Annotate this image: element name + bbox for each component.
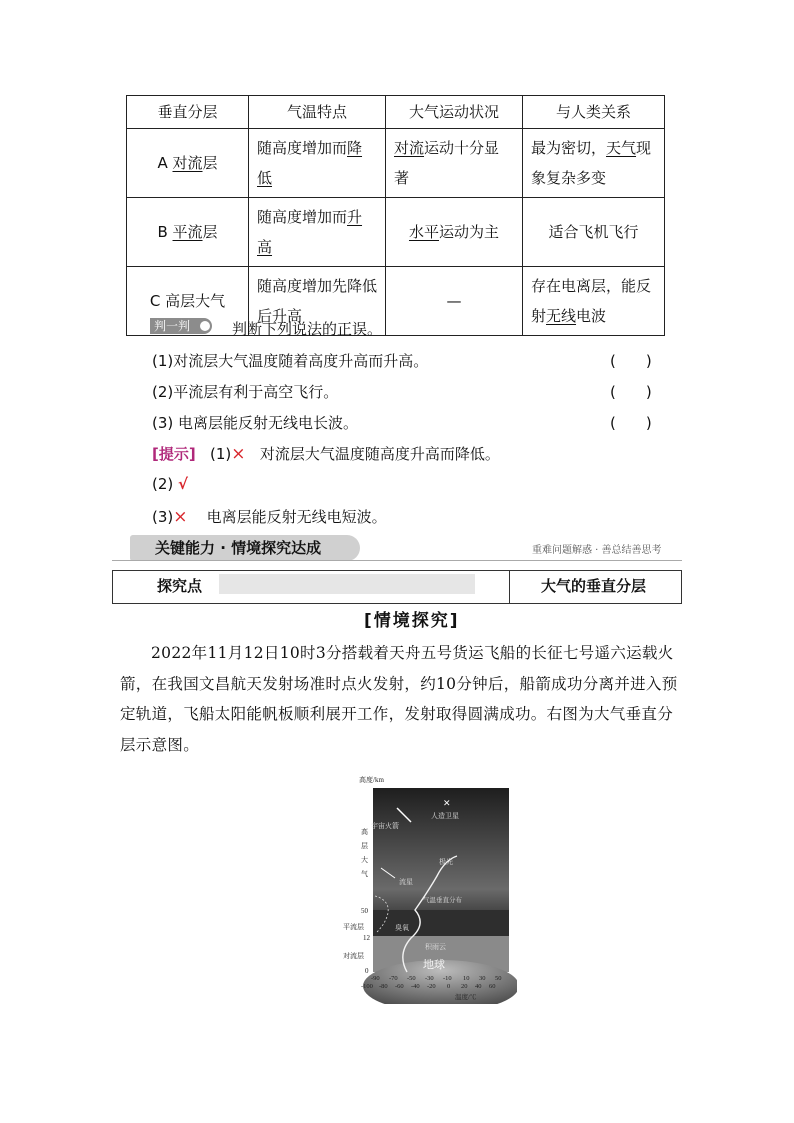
explore-point-bar xyxy=(112,570,682,604)
section-title: 关键能力 · 情境探究达成 xyxy=(130,535,360,561)
svg-text:-50: -50 xyxy=(407,975,416,982)
satellite-label: 人造卫星 xyxy=(431,812,459,820)
hint-line-1: [提示] (1)× 对流层大气温度随高度升高而降低。 xyxy=(152,444,500,464)
header-relation: 与人类关系 xyxy=(523,96,665,129)
svg-text:-70: -70 xyxy=(389,975,398,982)
header-layer: 垂直分层 xyxy=(127,96,249,129)
check-icon: √ xyxy=(178,475,189,493)
svg-text:-30: -30 xyxy=(425,975,434,982)
aurora-label: 极光 xyxy=(439,858,453,866)
judge-item-2: (2)平流层有利于高空飞行。 xyxy=(152,383,339,401)
cell-relation: 最为密切，天气现象复杂多变 xyxy=(523,129,665,198)
svg-text:30: 30 xyxy=(479,975,486,982)
svg-text:10: 10 xyxy=(463,975,470,982)
cell-temperature: 随高度增加先降低后升高 xyxy=(249,267,386,336)
judge-badge: 判一判 xyxy=(150,318,212,334)
hint-label: [提示] xyxy=(152,445,196,463)
hint-line-2: (2) √ xyxy=(152,475,189,493)
table-row xyxy=(127,129,665,198)
curve-label: 气温垂直分布 xyxy=(423,897,462,904)
cell-layer: C 高层大气 xyxy=(127,267,249,336)
svg-text:-10: -10 xyxy=(443,975,452,982)
svg-text:40: 40 xyxy=(475,983,482,990)
satellite-icon: ✕ xyxy=(443,799,451,809)
x-ticks-bottom xyxy=(361,983,496,990)
cross-icon: × xyxy=(173,507,188,527)
cell-temperature: 随高度增加而升高 xyxy=(249,198,386,267)
cell-motion: 水平运动为主 xyxy=(386,198,523,267)
svg-text:60: 60 xyxy=(489,983,496,990)
layer-label-stratosphere: 平流层 xyxy=(343,923,364,931)
table-row xyxy=(127,198,665,267)
cell-motion: — xyxy=(386,267,523,336)
explore-blank xyxy=(219,574,475,594)
y-tick: 0 xyxy=(365,967,369,975)
svg-text:-80: -80 xyxy=(379,983,388,990)
section-subtitle: 重难问题解惑 · 善总结善思考 xyxy=(532,545,662,556)
earth-label: 地球 xyxy=(423,959,445,971)
answer-blank-3[interactable]: ( ) xyxy=(610,414,652,432)
svg-text:-40: -40 xyxy=(411,983,420,990)
table-header-row xyxy=(127,96,665,129)
atmosphere-layer-table xyxy=(126,95,665,336)
atmosphere-vertical-diagram xyxy=(337,772,517,1004)
cloud-label: 积雨云 xyxy=(425,943,446,951)
meteor-label: 流星 xyxy=(399,878,413,886)
cross-icon: × xyxy=(231,444,246,464)
judge-item-1: (1)对流层大气温度随着高度升高而升高。 xyxy=(152,352,429,370)
ozone-label: 臭氧 xyxy=(395,924,409,932)
cell-relation: 适合飞机飞行 xyxy=(523,198,665,267)
layer-label-upper: 高层大气 xyxy=(361,828,368,878)
answer-blank-2[interactable]: ( ) xyxy=(610,383,652,401)
svg-text:-90: -90 xyxy=(371,975,380,982)
header-temperature: 气温特点 xyxy=(249,96,386,129)
judge-item-3: (3) 电离层能反射无线电长波。 xyxy=(152,414,359,432)
cell-relation: 存在电离层，能反射无线电波 xyxy=(523,267,665,336)
x-axis-title: 温度/℃ xyxy=(455,994,477,1001)
svg-text:-100: -100 xyxy=(361,983,373,990)
svg-text:0: 0 xyxy=(447,983,451,990)
y-tick: 12 xyxy=(363,934,370,942)
cell-motion: 对流运动十分显著 xyxy=(386,129,523,198)
cell-layer: B 平流层 xyxy=(127,198,249,267)
y-axis-title: 高度/km xyxy=(359,776,384,784)
cell-layer: A 对流层 xyxy=(127,129,249,198)
stratosphere-band xyxy=(373,910,509,936)
explore-topic: 大气的垂直分层 xyxy=(541,577,647,595)
y-tick: 50 xyxy=(361,907,368,915)
svg-text:-20: -20 xyxy=(427,983,436,990)
header-motion: 大气运动状况 xyxy=(386,96,523,129)
hint-line-3: (3)× 电离层能反射无线电短波。 xyxy=(152,507,387,527)
answer-blank-1[interactable]: ( ) xyxy=(610,352,652,370)
explore-label: 探究点 xyxy=(157,577,203,595)
judge-intro: 判断下列说法的正误。 xyxy=(232,320,383,338)
svg-text:-60: -60 xyxy=(395,983,404,990)
situation-heading: [情境探究] xyxy=(364,611,460,631)
svg-text:50: 50 xyxy=(495,975,502,982)
situation-paragraph: 2022年11月12日10时3分搭载着天舟五号货运飞船的长征七号遥六运载火箭，在我国文昌航天发射场准时点火发射，约10分钟后，船箭成功分离并进入预定轨道，飞船太阳能帆板顺利展开工作，发射取得圆满成功。右图为大气垂直分层示意图。 xyxy=(120,644,678,754)
rocket-label: 宇宙火箭 xyxy=(371,822,399,830)
cell-temperature: 随高度增加而降低 xyxy=(249,129,386,198)
layer-label-troposphere: 对流层 xyxy=(343,952,364,960)
svg-text:20: 20 xyxy=(461,983,468,990)
section-divider xyxy=(112,560,682,561)
